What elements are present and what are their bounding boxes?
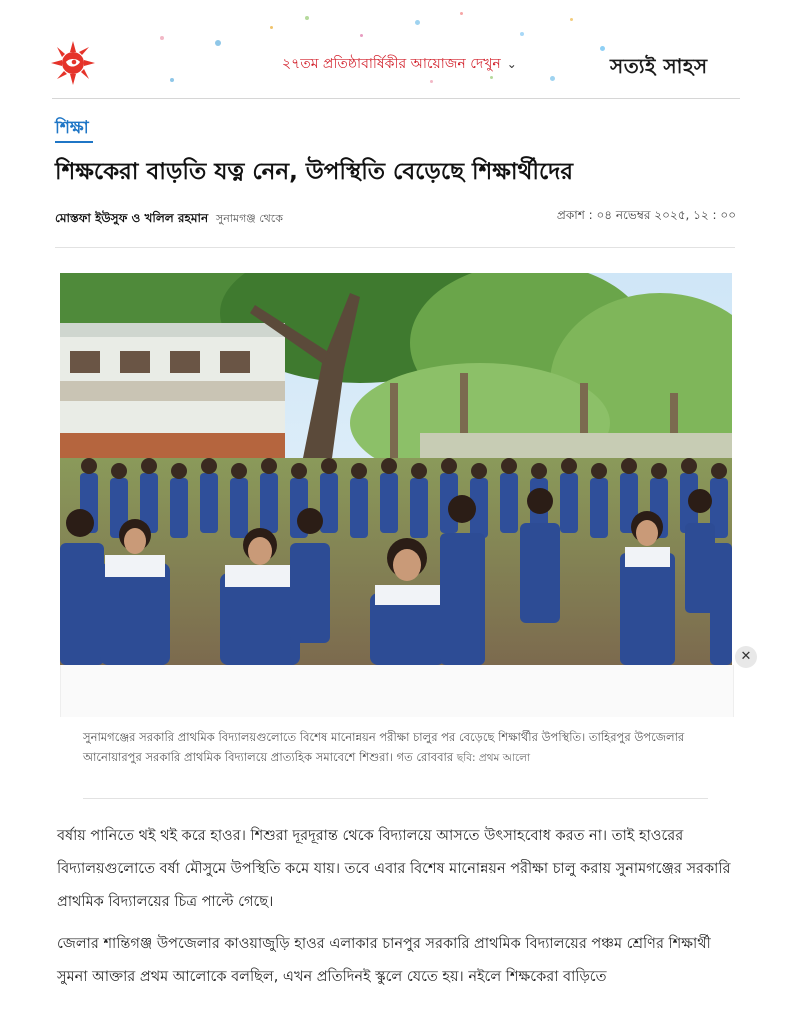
section-underline — [55, 141, 93, 143]
author-location: সুনামগঞ্জ থেকে — [215, 212, 283, 225]
header-divider — [52, 98, 740, 99]
chevron-down-icon: ⌄ — [506, 57, 517, 71]
brand-tagline: সত্যই সাহস — [610, 54, 708, 78]
byline — [55, 210, 283, 230]
article-paragraph: বর্ষায় পানিতে থই থই করে হাওর। শিশুরা দূরদূরান্ত থেকে বিদ্যালয়ে আসতে উৎসাহবোধ করত না। তাই হাওরের বিদ্যালয়গুলোতে বর্ষা মৌসুমে উপস্থিতি কমে যায়। তবে এবার বিশেষ মানোন্নয়ন পরীক্ষা চালু করায় সুনামগঞ্জের সরকারি প্রাথমিক বিদ্যালয়ের চিত্র পাল্টে গেছে। — [57, 828, 731, 910]
photo-credit: ছবি: প্রথম আলো — [456, 752, 531, 764]
photo-caption-text: সুনামগঞ্জের সরকারি প্রাথমিক বিদ্যালয়গুলোতে বিশেষ মানোন্নয়ন পরীক্ষা চালুর পর বেড়েছে শিক্ষার্থীর উপস্থিতি। তাহিরপুর উপজেলার আনোয়ারপুর সরকারি প্রাথমিক বিদ্যালয়ে প্রাত্যহিক সমাবেশে শিশুরা। গত রোববার — [83, 730, 685, 764]
photo-caption — [83, 727, 708, 768]
top-bar — [0, 0, 791, 98]
article-photo — [60, 273, 732, 665]
article-paragraph: জেলার শান্তিগঞ্জ উপজেলার কাওয়াজুড়ি হাওর এলাকার চানপুর সরকারি প্রাথমিক বিদ্যালয়ের পঞ্চম শ্রেণির শিক্ষার্থী সুমনা আক্তার প্রথম আলোকে বলছিল, এখন প্রতিদিনই স্কুলে যেতে হয়। নইলে শিক্ষকেরা বাড়িতে — [57, 936, 711, 985]
author-names[interactable]: মোস্তফা ইউসুফ ও খলিল রহমান — [55, 211, 209, 225]
anniversary-link-label: ২৭তম প্রতিষ্ঠাবার্ষিকীর আয়োজন দেখুন — [282, 56, 501, 72]
byline-divider — [55, 247, 735, 248]
festive-dots-decoration — [130, 6, 650, 96]
anniversary-link[interactable] — [282, 52, 517, 76]
close-icon[interactable]: ✕ — [735, 646, 757, 668]
publish-date: প্রকাশ : ০৪ নভেম্বর ২০২৫, ১২ : ০০ — [556, 208, 736, 222]
sunburst-logo-icon[interactable] — [50, 40, 96, 86]
caption-divider — [83, 798, 708, 799]
page-title: শিক্ষকেরা বাড়তি যত্ন নেন, উপস্থিতি বেড়েছে শিক্ষার্থীদের — [55, 159, 573, 185]
section-label[interactable]: শিক্ষা — [55, 118, 89, 138]
ad-placeholder — [60, 665, 734, 717]
